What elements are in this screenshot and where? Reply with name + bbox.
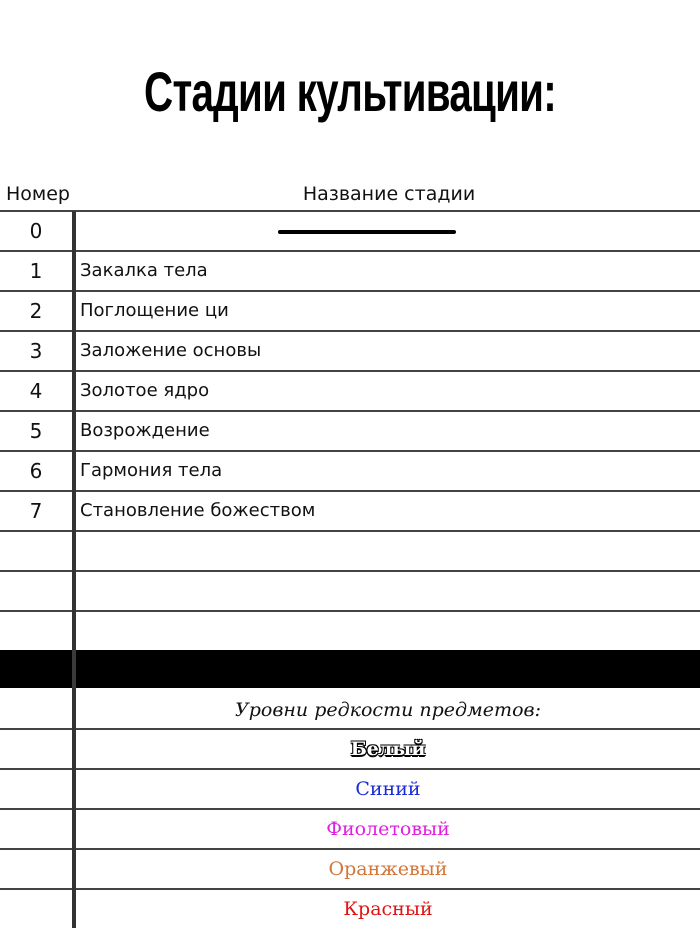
stage-number: 5 <box>29 419 43 443</box>
stage-name: Становление божеством <box>80 500 316 521</box>
rarity-level-blue: Синий <box>355 778 421 800</box>
column-divider-band-mark <box>72 650 76 688</box>
page-title: Стадии культивации: <box>144 60 556 123</box>
section-separator-band <box>0 650 700 688</box>
rarity-heading: Уровни редкости предметов: <box>235 699 541 721</box>
empty-stage-dash <box>278 230 456 234</box>
row-divider <box>0 610 700 612</box>
stage-number: 7 <box>29 499 43 523</box>
rarity-level-purple: Фиолетовый <box>326 818 450 840</box>
stage-name: Поглощение ци <box>80 300 229 321</box>
stage-name: Закалка тела <box>80 260 208 281</box>
stage-number: 6 <box>29 459 43 483</box>
rarity-level-white: Белый <box>350 738 426 760</box>
stage-number: 1 <box>29 259 43 283</box>
column-header-name: Название стадии <box>302 183 476 205</box>
stage-number: 3 <box>29 339 43 363</box>
stage-number: 2 <box>29 299 43 323</box>
stage-name: Заложение основы <box>80 340 262 361</box>
table-top-border <box>0 210 700 212</box>
rarity-level-red: Красный <box>343 898 433 920</box>
stage-name: Возрождение <box>80 420 210 441</box>
stage-name: Золотое ядро <box>80 380 210 401</box>
stage-number: 0 <box>29 219 43 243</box>
stage-number: 4 <box>29 379 43 403</box>
stage-name: Гармония тела <box>80 460 223 481</box>
row-divider <box>0 570 700 572</box>
column-header-number: Номер <box>6 183 70 205</box>
rarity-level-orange: Оранжевый <box>328 858 448 880</box>
